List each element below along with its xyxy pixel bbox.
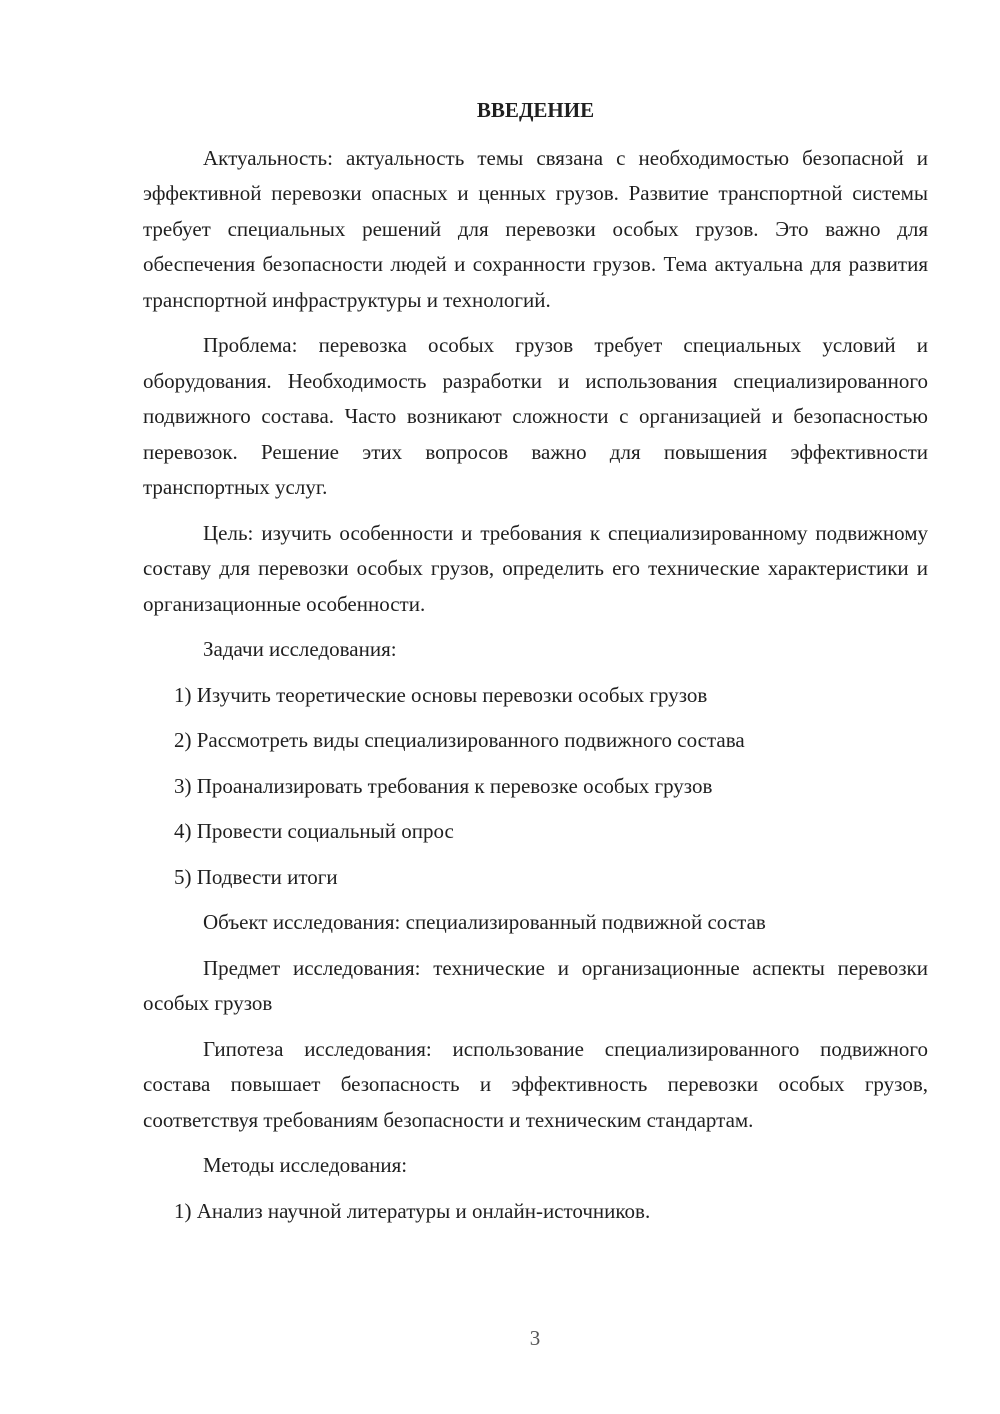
list-item: 1) Изучить теоретические основы перевозки особых грузов (174, 682, 708, 707)
paragraph-hypothesis: Гипотеза исследования: использование специализированного подвижного состава повышает безопасность и эффективность перевозки особых грузов, соответствуя требованиям безопасности и техническим стандартам. (143, 1036, 928, 1132)
section-title: ВВЕДЕНИЕ (476, 98, 595, 122)
page-number: 3 (529, 1326, 541, 1350)
paragraph-problem: Проблема: перевозка особых грузов требует специальных условий и оборудования. Необходимость разработки и использования специализированного подвижного состава. Часто возникают сложности с организацией и безопасностью перевозок. Решение этих вопросов важно для повышения эффективности транспортных услуг. (143, 333, 928, 499)
paragraph-object: Объект исследования: специализированный подвижной состав (203, 910, 766, 934)
tasks-heading: Задачи исследования: (203, 637, 397, 661)
list-item: 2) Рассмотреть виды специализированного подвижного состава (174, 728, 745, 752)
list-item: 4) Провести социальный опрос (174, 819, 454, 843)
methods-list (143, 1194, 928, 1230)
tasks-list (143, 678, 928, 896)
paragraph-relevance: Актуальность: актуальность темы связана с необходимостью безопасной и эффективной перевозки опасных и ценных грузов. Развитие транспортной системы требует специальных решений для перевозки особых грузов. Это важно для обеспечения безопасности людей и сохранности грузов. Тема актуальна для развития транспортной инфраструктуры и технологий. (143, 145, 928, 312)
methods-heading: Методы исследования: (203, 1153, 408, 1177)
list-item: 3) Проанализировать требования к перевозке особых грузов (174, 773, 713, 798)
list-item: 5) Подвести итоги (174, 864, 338, 889)
document-page (143, 93, 928, 1239)
paragraph-goal: Цель: изучить особенности и требования к специализированному подвижному составу для перевозки особых грузов, определить его технические характеристики и организационные особенности. (143, 520, 928, 616)
paragraph-subject: Предмет исследования: технические и организационные аспекты перевозки особых грузов (143, 955, 928, 1015)
list-item: 1) Анализ научной литературы и онлайн-источников. (174, 1198, 651, 1223)
